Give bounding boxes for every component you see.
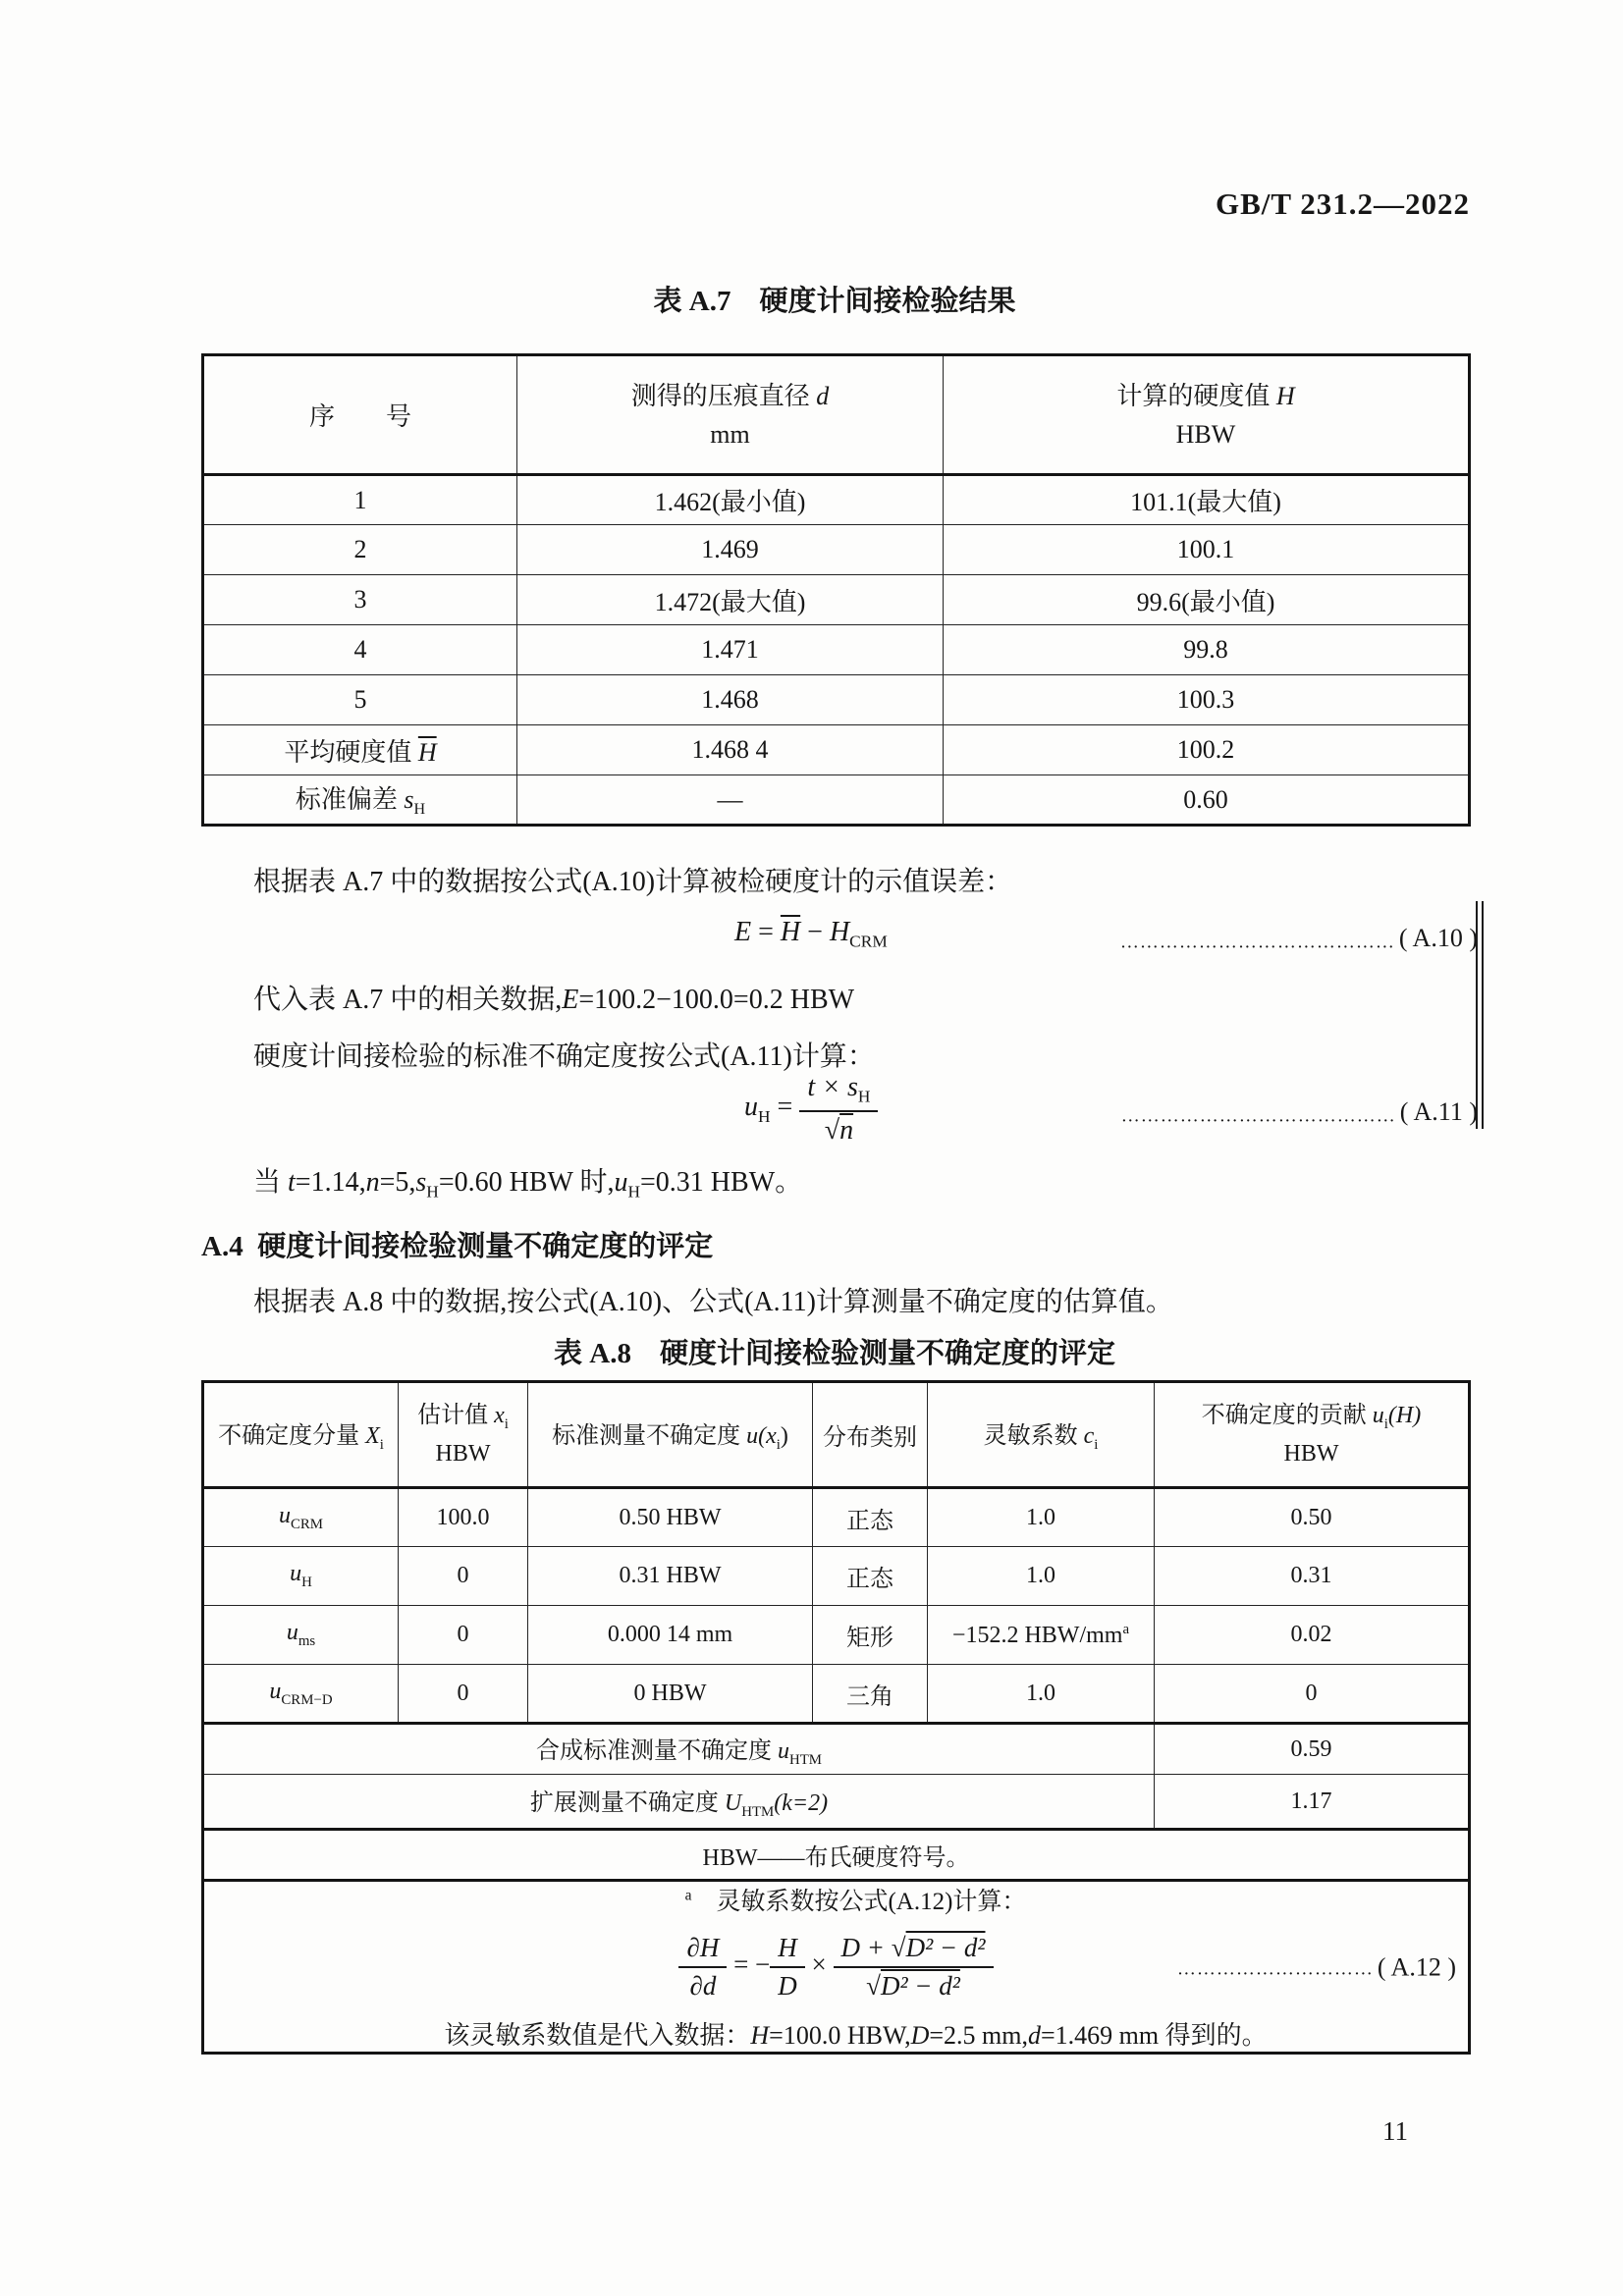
cell-dist: 三角 (813, 1665, 928, 1724)
a8-col-distribution: 分布类别 (813, 1382, 928, 1488)
cell-sens: 1.0 (928, 1665, 1155, 1724)
cell-est: 0 (399, 1665, 528, 1724)
cell-label: 平均硬度值 $\overline{H}$ (203, 725, 517, 775)
cell-h: 0.60 (944, 775, 1470, 826)
expanded-label: 扩展测量不确定度 $U_{HTM}(k=2)$ (203, 1775, 1155, 1830)
table-row-mean (203, 725, 1470, 775)
formula-a11: $u_H$ = $\frac{t \times s_H}{√n}$ (744, 1072, 878, 1147)
cell-sens: −152.2 HBW/$mm^a$ (928, 1606, 1155, 1665)
h-bar: $\overline{H}$ (780, 917, 801, 947)
cell-contrib: 0.31 (1155, 1547, 1470, 1606)
cell-dist: 矩形 (813, 1606, 928, 1665)
paragraph-e-result: 代入表 A.7 中的相关数据,E=100.2−100.0=0.2 HBW (253, 985, 855, 1015)
cell-label: 标准偏差 $s_H$ (203, 775, 517, 826)
combined-uncertainty-row (203, 1724, 1470, 1775)
table-row (203, 475, 1470, 525)
paragraph-uh-intro: 硬度计间接检验的标准不确定度按公式(A.11)计算： (253, 1041, 875, 1072)
revision-marker (1476, 901, 1484, 1129)
cell-unc: 0 HBW (528, 1665, 813, 1724)
table-row (203, 525, 1470, 575)
section-heading-a4 (201, 1224, 713, 1264)
a7-col-hardness: 计算的硬度值 H HBW (944, 355, 1470, 475)
table-a8-header-row (203, 1382, 1470, 1488)
formula-a10: $E = \overline{H} - H_{CRM}$ (734, 917, 888, 951)
combined-value: 0.59 (1155, 1724, 1470, 1775)
cell-sens: 1.0 (928, 1547, 1155, 1606)
cell-contrib: 0.02 (1155, 1606, 1470, 1665)
footnote-marker-line: $^a$ 灵敏系数按公式(A.12)计算： (684, 1887, 1027, 1915)
table-a7-title: 表 A.7 硬度计间接检验结果 (653, 286, 1016, 317)
fraction: $\frac{H}{D}$ (770, 1933, 805, 2002)
cell-est: 0 (399, 1606, 528, 1665)
table-row (203, 625, 1470, 675)
a7-col-diameter: 测得的压痕直径 d mm (517, 355, 944, 475)
footnote-cell (203, 1881, 1470, 2054)
cell-h: 99.8 (944, 625, 1470, 675)
cell-sym: $u_{ms}$ (203, 1606, 399, 1665)
cell-h: 100.2 (944, 725, 1470, 775)
cell-unc: 0.31 HBW (528, 1547, 813, 1606)
a8-col-contribution: 不确定度的贡献 $u_i(H)$ HBW (1155, 1382, 1470, 1488)
formula-a10-lhs: E (734, 917, 752, 947)
cell-sens: 1.0 (928, 1488, 1155, 1547)
a8-col-estimate: 估计值 $x_i$ HBW (399, 1382, 528, 1488)
table-row (203, 1547, 1470, 1606)
cell-h: 101.1(最大值) (944, 475, 1470, 525)
cell-no: 2 (203, 525, 517, 575)
cell-unc: 0.000 14 mm (528, 1606, 813, 1665)
table-row-sd (203, 775, 1470, 826)
table-a7 (201, 353, 1471, 827)
cell-contrib: 0 (1155, 1665, 1470, 1724)
hbw-note: HBW——布氏硬度符号。 (203, 1830, 1470, 1881)
combined-label: 合成标准测量不确定度 $u_{HTM}$ (203, 1724, 1155, 1775)
cell-d: 1.462(最小值) (517, 475, 944, 525)
cell-no: 3 (203, 575, 517, 625)
cell-d: 1.468 4 (517, 725, 944, 775)
table-row (203, 675, 1470, 725)
cell-d: — (517, 775, 944, 826)
standard-number: GB/T 231.2—2022 (1215, 187, 1470, 221)
cell-d: 1.472(最大值) (517, 575, 944, 625)
cell-contrib: 0.50 (1155, 1488, 1470, 1547)
cell-est: 0 (399, 1547, 528, 1606)
radical-sign: √ (891, 1933, 906, 1962)
cell-dist: 正态 (813, 1547, 928, 1606)
expanded-uncertainty-row (203, 1775, 1470, 1830)
cell-h: 99.6(最小值) (944, 575, 1470, 625)
cell-dist: 正态 (813, 1488, 928, 1547)
note-row (203, 1830, 1470, 1881)
cell-d: 1.468 (517, 675, 944, 725)
cell-sym: $u_{CRM-D}$ (203, 1665, 399, 1724)
cell-d: 1.471 (517, 625, 944, 675)
cell-no: 4 (203, 625, 517, 675)
cell-d: 1.469 (517, 525, 944, 575)
table-a8-title: 表 A.8 硬度计间接检验测量不确定度的评定 (554, 1338, 1115, 1369)
paragraph-uh-result: 当 $t=1.14,n=5,s_H=0.60$ HBW 时$,u_H=0.31$ HBW。 (253, 1167, 803, 1201)
cell-sym: $u_H$ (203, 1547, 399, 1606)
section-title: 硬度计间接检验测量不确定度的评定 (257, 1231, 714, 1262)
table-row (203, 1488, 1470, 1547)
cell-est: 100.0 (399, 1488, 528, 1547)
a7-col-seq: 序 号 (203, 355, 517, 475)
footnote-final-line: 该灵敏系数值是代入数据：H=100.0 HBW,D=2.5 mm,d=1.469 mm 得到的。 (444, 2021, 1268, 2050)
table-a8 (201, 1380, 1471, 2055)
footnote-row (203, 1881, 1470, 2054)
formula-a12-label: ………………………… ( A.12 ) (1176, 1952, 1456, 1982)
radical-sign: √ (866, 1971, 881, 2001)
a8-col-sensitivity: 灵敏系数 $c_i$ (928, 1382, 1155, 1488)
paragraph-a8-intro: 根据表 A.8 中的数据,按公式(A.10)、公式(A.11)计算测量不确定度的估算值。 (253, 1287, 1173, 1317)
fraction: $\frac{\text{D + √D² − d²}}{\text{√D² − d²}}$ (834, 1933, 994, 2002)
table-a7-header-row (203, 355, 1470, 475)
cell-h: 100.3 (944, 675, 1470, 725)
fraction: $\frac{\partial H}{\partial d}$ (678, 1933, 727, 2002)
fraction: $\frac{t \times s_H}{√n}$ (799, 1072, 878, 1147)
table-row (203, 1665, 1470, 1724)
a8-col-component: 不确定度分量 $X_i$ (203, 1382, 399, 1488)
table-row (203, 575, 1470, 625)
table-row (203, 1606, 1470, 1665)
formula-a10-label: …………………………………… ( A.10 ) (1119, 924, 1478, 953)
cell-h: 100.1 (944, 525, 1470, 575)
formula-a11-label: …………………………………… ( A.11 ) (1120, 1097, 1478, 1127)
cell-sym: $u_{CRM}$ (203, 1488, 399, 1547)
paragraph-e-intro: 根据表 A.7 中的数据按公式(A.10)计算被检硬度计的示值误差： (253, 867, 1013, 897)
section-number: A.4 (201, 1231, 243, 1262)
formula-a12: $\frac{\partial H}{\partial d}$ = − $\frac{H}{D}$ × $\frac{\text{D + √D² − d²}}{\text{√D² − d²}}$ ………………………… ( A.12 ) (210, 1933, 1462, 2002)
page-number: 11 (1382, 2116, 1408, 2146)
cell-unc: 0.50 HBW (528, 1488, 813, 1547)
cell-no: 1 (203, 475, 517, 525)
a8-col-std-uncertainty: 标准测量不确定度 $u(x_i)$ (528, 1382, 813, 1488)
cell-no: 5 (203, 675, 517, 725)
expanded-value: 1.17 (1155, 1775, 1470, 1830)
